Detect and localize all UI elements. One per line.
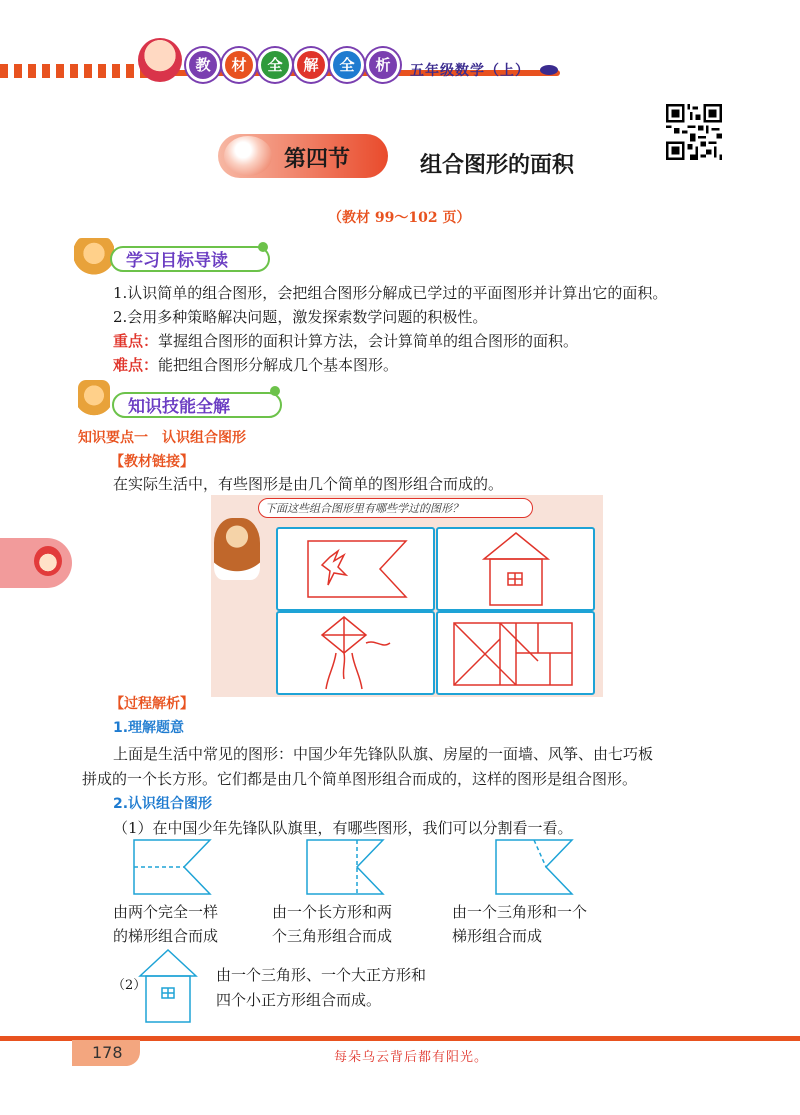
header-badge: 解: [294, 48, 328, 82]
caption-line: 个三角形组合而成: [272, 927, 393, 945]
qr-code-icon[interactable]: [666, 104, 722, 160]
goal-item: 2.会用多种策略解决问题，激发探索数学问题的积极性。: [113, 308, 488, 326]
house-composite-figure: [136, 946, 200, 1026]
flag-split-rectangle-triangles: [305, 838, 385, 898]
footer-motto: 每朵乌云背后都有阳光。: [334, 1050, 489, 1065]
step2-title: 2.认识组合图形: [113, 796, 213, 812]
header-badge: 全: [258, 48, 292, 82]
caption-line: 的梯形组合而成: [113, 927, 219, 945]
caption-line: 由两个完全一样: [113, 903, 219, 921]
squirrel-icon: [214, 518, 260, 580]
section-ball-icon: [224, 136, 272, 176]
house-caption-line: 四个小正方形组合而成。: [216, 991, 382, 1009]
section-number: 第四节: [284, 146, 351, 172]
difficulty-text: 能把组合图形分解成几个基本图形。: [158, 356, 399, 374]
section-title: 组合图形的面积: [420, 152, 575, 178]
kite-figure: [276, 611, 435, 695]
caption-line: 由一个长方形和两: [272, 903, 393, 921]
difficulty-label: 难点：: [113, 356, 159, 374]
textbook-reference: （教材 99～102 页）: [328, 210, 471, 226]
speech-bubble: 下面这些组合图形里有哪些学过的图形？: [258, 498, 533, 518]
pioneer-flag-figure: [276, 527, 435, 611]
house-item-label: （2）: [112, 978, 147, 993]
header-subtitle: 五年级数学（上）: [410, 63, 530, 79]
step2-intro: （1）在中国少年先锋队队旗里，有哪些图形，我们可以分割看一看。: [113, 819, 573, 837]
step1-line: 上面是生活中常见的图形：中国少年先锋队队旗、房屋的一面墙、风筝、由七巧板: [113, 745, 654, 763]
header-badge: 教: [186, 48, 220, 82]
knowledge-point-title: 知识要点一 认识组合图形: [78, 430, 246, 446]
goals-mascot-icon: [74, 238, 114, 282]
goal-item: 1.认识简单的组合图形，会把组合图形分解成已学过的平面图形并计算出它的面积。: [113, 284, 668, 302]
knowledge-mascot-icon: [78, 380, 110, 424]
textbook-link-label: 【教材链接】: [110, 454, 194, 470]
step1-title: 1.理解题意: [113, 720, 185, 736]
knowledge-heading: 知识技能全解: [112, 392, 282, 418]
page-number: 178: [92, 1043, 123, 1062]
key-point-label: 重点：: [113, 332, 159, 350]
header-badge: 材: [222, 48, 256, 82]
pill-dot-icon: [270, 386, 280, 396]
caption-line: 梯形组合而成: [452, 927, 543, 945]
flag-split-triangle-trapezoid: [494, 838, 574, 898]
header-badge: 析: [366, 48, 400, 82]
tangram-rectangle-figure: [436, 611, 595, 695]
pill-dot-icon: [258, 242, 268, 252]
key-point-text: 掌握组合图形的面积计算方法，会计算简单的组合图形的面积。: [158, 332, 579, 350]
house-figure: [436, 527, 595, 611]
house-caption-line: 由一个三角形、一个大正方形和: [216, 966, 427, 984]
leaf-icon: [540, 65, 558, 75]
flag-split-two-trapezoids: [132, 838, 212, 898]
step1-line: 拼成的一个长方形。它们都是由几个简单图形组合而成的，这样的图形是组合图形。: [82, 770, 638, 788]
header-badge: 全: [330, 48, 364, 82]
goals-heading: 学习目标导读: [110, 246, 270, 272]
header-mascot-icon: [138, 38, 182, 82]
caption-line: 由一个三角形和一个: [452, 903, 588, 921]
textbook-link-text: 在实际生活中，有些图形是由几个简单的图形组合而成的。: [113, 475, 504, 493]
process-label: 【过程解析】: [110, 696, 194, 712]
side-tab-mascot-icon: [34, 546, 62, 576]
